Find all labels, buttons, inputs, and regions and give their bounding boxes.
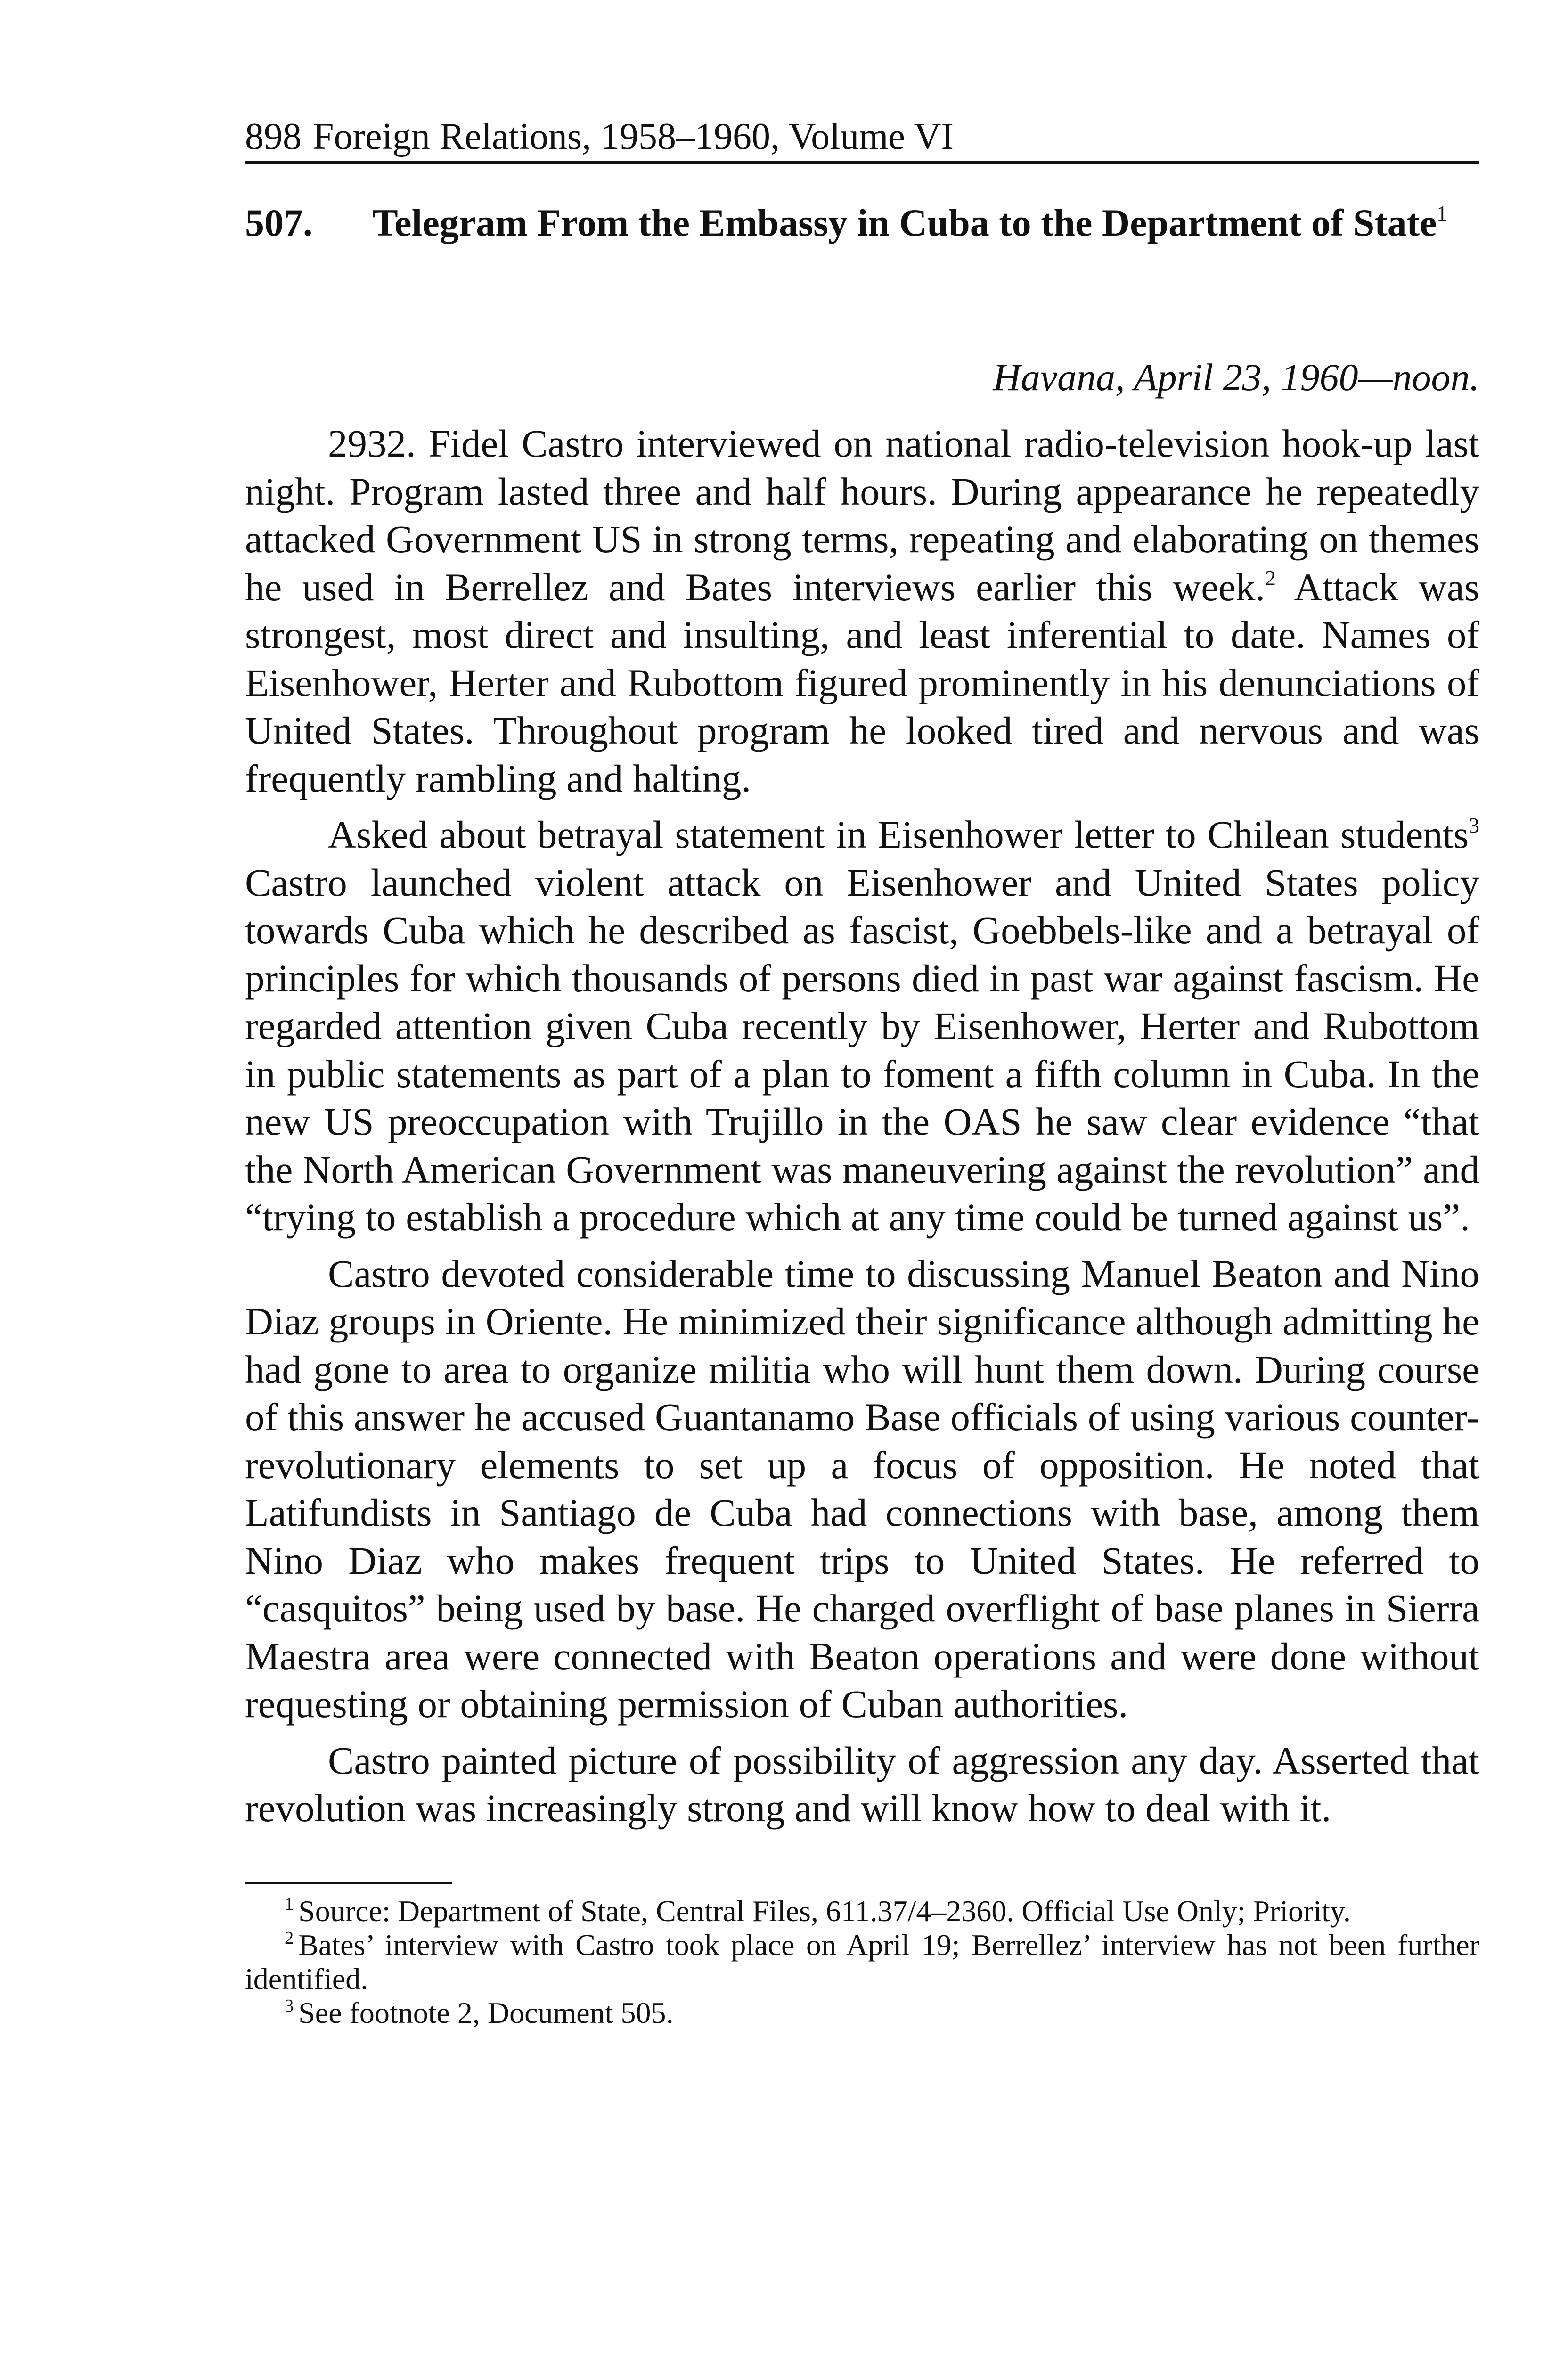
footnote-marker: 1 (1437, 202, 1447, 226)
telegram-body (245, 420, 1479, 1832)
footnote-2 (245, 1928, 1479, 1996)
footnote-divider (245, 1882, 452, 1884)
document-heading (245, 198, 1479, 247)
footnote-text: See footnote 2, Document 505. (298, 1996, 674, 2029)
paragraph-text: 2932. Fidel Castro interviewed on national radio-television hook-up last night. Program lasted three and half hours. During appearance he repeatedly attacked Government US in strong terms, repeating and elaborating on themes he used in Berrellez and Bates interviews earlier this week. (245, 422, 1479, 609)
footnote-marker: 3 (1469, 813, 1479, 838)
volume-title: Foreign Relations, 1958–1960, Volume VI (313, 116, 954, 157)
paragraph-4: Castro painted picture of possibility of aggression any day. Asserted that revolution was increasingly strong and will know how to deal with it. (245, 1738, 1479, 1830)
footnote-marker: 1 (285, 1894, 294, 1914)
paragraph-2 (245, 811, 1479, 1242)
footnote-marker: 3 (285, 1996, 294, 2016)
document-title: Telegram From the Embassy in Cuba to the Department of State (372, 201, 1437, 244)
page-number: 898 (245, 116, 302, 157)
paragraph-1 (245, 420, 1479, 802)
footnote-text: Bates’ interview with Castro took place on April 19; Berrellez’ interview has not been further identified. (245, 1928, 1479, 1996)
paragraph-text: Asked about betrayal statement in Eisenhower letter to Chilean students (328, 813, 1469, 856)
dateline: Havana, April 23, 1960—noon. (993, 356, 1479, 399)
footnote-marker: 2 (1265, 565, 1276, 590)
footnotes (245, 1894, 1479, 2030)
footnote-3 (245, 1996, 1479, 2030)
running-head (245, 113, 1479, 164)
paragraph-text: Castro launched violent attack on Eisenhower and United States policy towards Cuba which he described as fascist, Goebbels-like and a betrayal of principles for which thousands of persons died in past war against fascism. He regarded attention given Cuba recently by Eisenhower, Herter and Rubottom in public statements as part of a plan to foment a fifth column in Cuba. In the new US preoccupation with Trujillo in the OAS he saw clear evidence “that the North American Government was maneuvering against the revolution” and “trying to establish a procedure which at any time could be turned against us”. (245, 860, 1479, 1239)
document-page (245, 113, 1479, 2030)
paragraph-3: Castro devoted considerable time to discussing Manuel Beaton and Nino Diaz groups in Oriente. He minimized their significance although admitting he had gone to area to organize militia who will hunt them down. During course of this answer he accused Guantanamo Base officials of using various counter-revolutionary elements to set up a focus of opposition. He noted that Latifundists in Santiago de Cuba had connections with base, among them Nino Diaz who makes frequent trips to United States. He referred to “casquitos” being used by base. He charged overflight of base planes in Sierra Maestra area were connected with Beaton operations and were done without requesting or obtaining permission of Cuban authorities. (245, 1252, 1479, 1726)
footnote-marker: 2 (285, 1928, 294, 1948)
document-number: 507. (245, 201, 313, 244)
paragraph-text: Attack was strongest, most direct and insulting, and least inferential to date. Names of Eisenhower, Herter and Rubottom figured prominently in his denunciations of United States. Throughout program he looked tired and nervous and was frequently rambling and halting. (245, 565, 1479, 800)
footnote-1 (245, 1894, 1479, 1928)
footnote-text: Source: Department of State, Central Files, 611.37/4–2360. Official Use Only; Priority. (298, 1894, 1351, 1928)
